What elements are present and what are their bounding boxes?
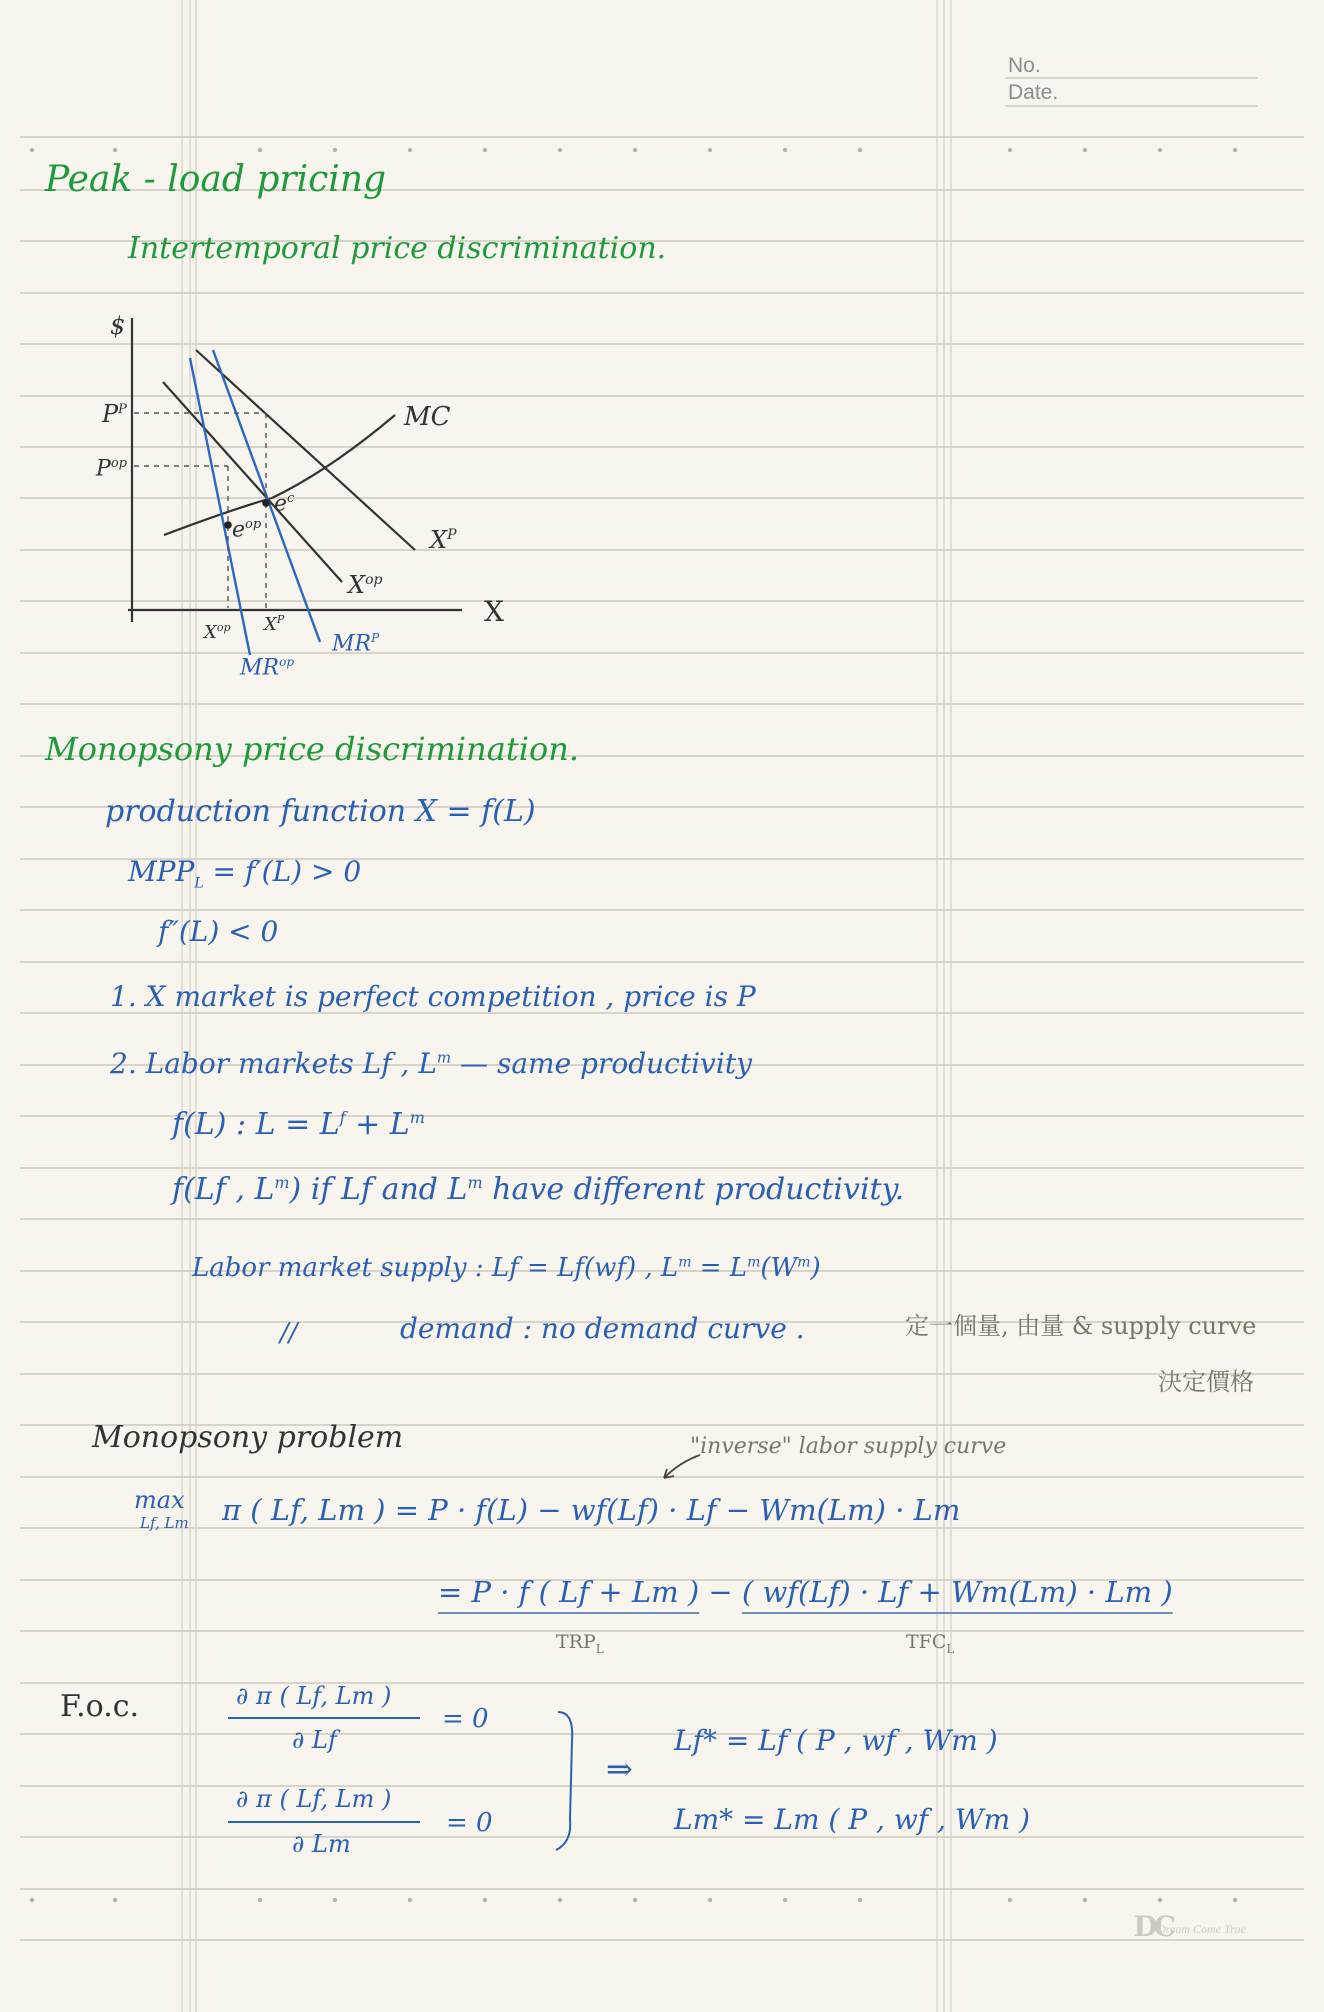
x-axis-label: X [484, 595, 504, 628]
mc-label: MC [404, 402, 451, 432]
demand-line: demand : no demand curve . [400, 1312, 805, 1345]
date-label: Date. [1008, 81, 1059, 104]
foc-numerator-1: ∂ π ( Lf, Lm ) [236, 1682, 392, 1710]
trp-term: = P · f ( Lf + Lm ) [438, 1575, 700, 1609]
second-derivative: f″(L) < 0 [158, 915, 279, 948]
monopsony-title: Monopsony price discrimination. [45, 730, 579, 768]
trp-label: $TRP_L$ [556, 1631, 604, 1656]
implies-arrow: ⇒ [606, 1750, 633, 1788]
peak-load-subtitle: Intertemporal price discrimination. [128, 231, 667, 266]
foc-numerator-2: ∂ π ( Lf, Lm ) [236, 1785, 392, 1813]
mpp-line: $MPP_L = f'(L) > 0$ [128, 855, 362, 892]
foc-denominator-1: ∂ Lf [292, 1726, 337, 1754]
tfc-label: $TFC_L$ [906, 1631, 955, 1656]
foc-equals-1: = 0 [442, 1704, 489, 1734]
f-of-l: f(L) : $L = L^f + L^m$ [172, 1107, 425, 1142]
brace [556, 1712, 572, 1850]
mr-p-label: $MR^P$ [332, 631, 380, 657]
production-function: production function X = f(L) [105, 794, 536, 829]
xop-curve-label: $X^{op}$ [348, 571, 383, 599]
brand-text: Dream Come True [1157, 1922, 1246, 1936]
tfc-term: ( wf(Lf) · Lf + Wm(Lm) · Lm ) [741, 1575, 1173, 1609]
peak-load-title: Peak - load pricing [45, 159, 387, 200]
profit-equation-2: = P · f ( Lf + Lm ) − ( wf(Lf) · Lf + Wm(Lm) · Lm ) [438, 1575, 1173, 1609]
chinese-note-1: 定一個量, 由量 & supply curve [905, 1312, 1257, 1340]
p-peak-label: $P^P$ [102, 400, 127, 428]
x-op-tick-label: $X^{op}$ [204, 621, 231, 643]
foc-result-1: Lf* = Lf ( P , wf , Wm ) [674, 1724, 998, 1757]
y-axis-label: $ [110, 312, 126, 340]
eop-label: $e^{op}$ [232, 517, 262, 543]
foc-denominator-2: ∂ Lm [292, 1830, 351, 1858]
no-label: No. [1008, 54, 1041, 77]
f-of-lf-lm: f(Lf , $L^m$) if Lf and $L^m$ have different productivity. [172, 1172, 905, 1207]
max-operator: max [134, 1486, 185, 1514]
item-2: 2. Labor markets Lf , $L^m$ — same productivity [110, 1047, 752, 1080]
foc-result-2: Lm* = Lm ( P , wf , Wm ) [674, 1803, 1031, 1836]
labor-supply-line: Labor market supply : Lf = Lf(wf) , $L^m = L^m(W^m)$ [192, 1253, 821, 1283]
max-subscript: Lf, Lm [140, 1514, 189, 1532]
foc-equals-2: = 0 [446, 1808, 493, 1838]
xp-curve-label: $X^P$ [430, 526, 457, 554]
mr-op-label: $MR^{op}$ [240, 655, 294, 681]
brand-logo: DC [1133, 1910, 1172, 1943]
foc-label: F.o.c. [60, 1689, 140, 1724]
demand-ditto: // [280, 1318, 298, 1348]
problem-title: Monopsony problem [92, 1420, 404, 1455]
inverse-supply-annotation: "inverse" labor supply curve [690, 1434, 1007, 1459]
chinese-note-2: 決定價格 [1158, 1368, 1254, 1396]
ec-label: $e^c$ [274, 491, 295, 517]
profit-equation-1: π ( Lf, Lm ) = P · f(L) − wf(Lf) · Lf − Wm(Lm) · Lm [222, 1493, 961, 1527]
item-1: 1. X market is perfect competition , price is P [110, 980, 756, 1013]
x-p-tick-label: $X^P$ [264, 613, 285, 635]
p-offpeak-label: $P^{op}$ [96, 456, 127, 482]
